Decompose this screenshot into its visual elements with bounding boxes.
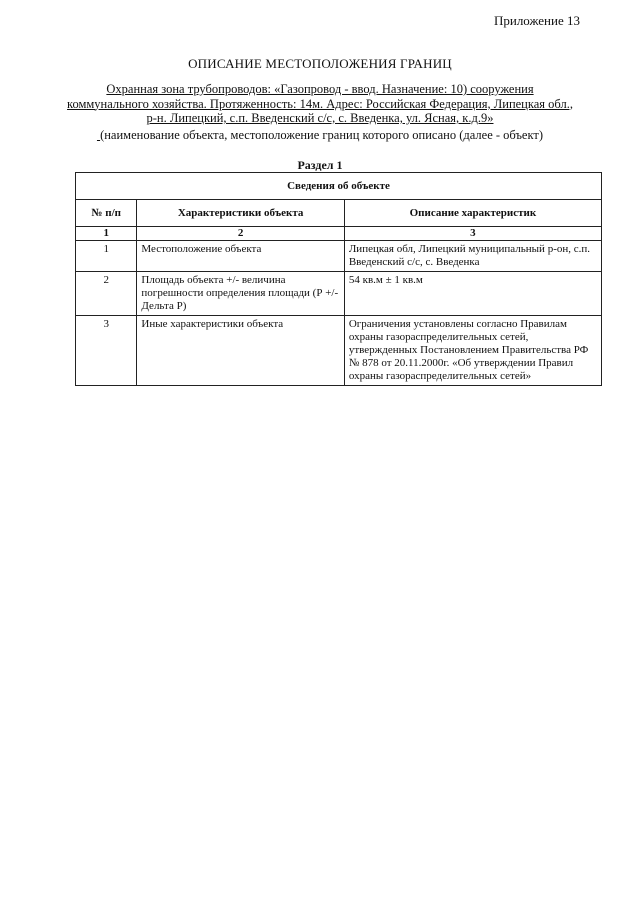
column-number: 2 — [137, 227, 344, 241]
column-number: 3 — [344, 227, 601, 241]
row-num: 3 — [76, 316, 137, 386]
table-header-row — [76, 200, 602, 227]
object-info-table — [75, 172, 602, 386]
row-description: Ограничения установлены согласно Правилам охраны газораспределительных сетей, утвержденных Постановлением Правительства РФ № 878 от 20.11.2000г. «Об утверждении Правил охраны газораспределительных сетей» — [344, 316, 601, 386]
row-description: Липецкая обл, Липецкий муниципальный р-он, с.п. Введенский с/с, с. Введенка — [344, 241, 601, 272]
object-description — [60, 82, 580, 126]
column-number: 1 — [76, 227, 137, 241]
object-name-line-3: р-н. Липецкий, с.п. Введенский с/с, с. Введенка, ул. Ясная, к.д.9» — [146, 111, 494, 125]
object-note-text: (наименование объекта, местоположение границ которого описано (далее - объект) — [100, 128, 544, 142]
object-name-line-1: Охранная зона трубопроводов: «Газопровод - ввод. Назначение: 10) сооружения — [106, 82, 534, 96]
row-characteristic: Площадь объекта +/- величина погрешности определения площади (Р +/- Дельта Р) — [137, 272, 344, 316]
object-name-line-2: коммунального хозяйства. Протяженность: 14м. Адрес: Российская Федерация, Липецкая обл., — [67, 96, 573, 111]
section-title: Раздел 1 — [297, 158, 343, 172]
row-num: 2 — [76, 272, 137, 316]
row-characteristic: Иные характеристики объекта — [137, 316, 344, 386]
object-note — [60, 128, 580, 143]
table-caption: Сведения об объекте — [76, 173, 602, 200]
header-characteristic: Характеристики объекта — [137, 200, 344, 227]
column-numbers-row — [76, 227, 602, 241]
row-description: 54 кв.м ± 1 кв.м — [344, 272, 601, 316]
row-num: 1 — [76, 241, 137, 272]
table-row — [76, 316, 602, 386]
row-characteristic: Местоположение объекта — [137, 241, 344, 272]
document-title: ОПИСАНИЕ МЕСТОПОЛОЖЕНИЯ ГРАНИЦ — [188, 56, 452, 71]
table-row — [76, 272, 602, 316]
table-row — [76, 241, 602, 272]
appendix-label: Приложение 13 — [493, 13, 580, 28]
table-caption-row — [76, 173, 602, 200]
header-num: № п/п — [76, 200, 137, 227]
header-description: Описание характеристик — [344, 200, 601, 227]
